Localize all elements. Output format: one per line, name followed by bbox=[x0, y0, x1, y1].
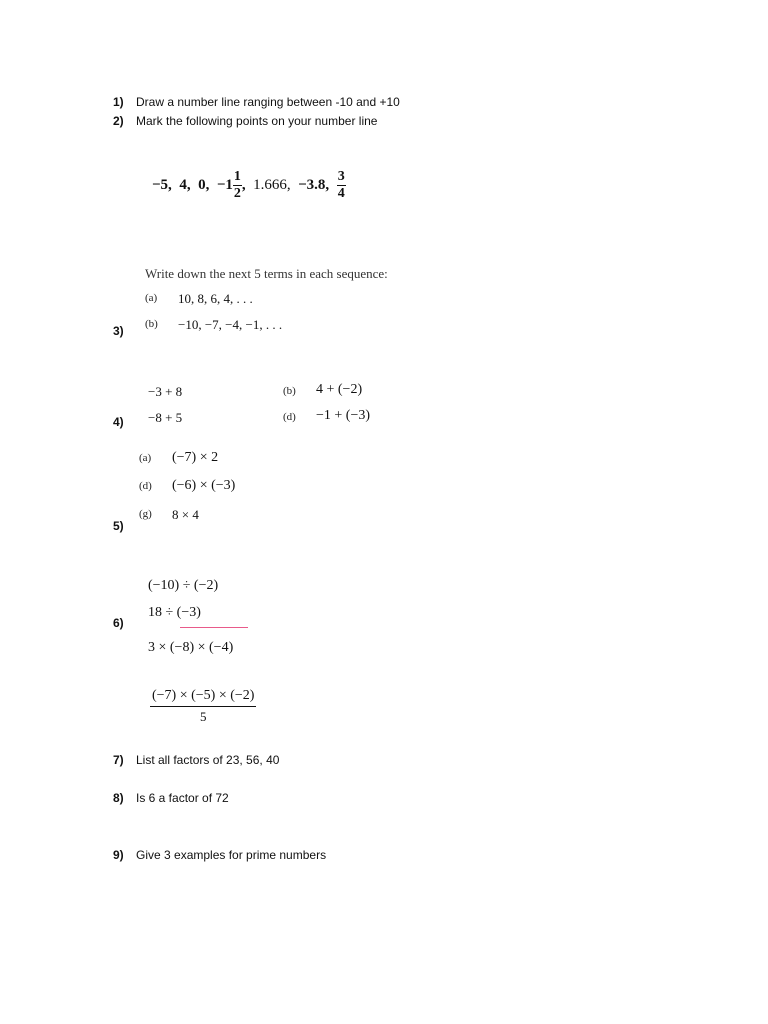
q2-number: 2) bbox=[113, 114, 124, 128]
mul-d-expr: (−6) × (−3) bbox=[172, 478, 236, 493]
mixed-numerator: 1 bbox=[233, 168, 241, 184]
mixed-denominator: 2 bbox=[233, 185, 241, 201]
q8-text: Is 6 a factor of 72 bbox=[136, 791, 229, 805]
q4-number: 4) bbox=[113, 415, 124, 429]
point-four: 4, bbox=[179, 176, 191, 193]
div-expr-3: 3 × (−8) × (−4) bbox=[148, 640, 234, 655]
add-b-label: (b) bbox=[283, 385, 296, 397]
mul-g-label: (g) bbox=[139, 508, 152, 520]
q8-number: 8) bbox=[113, 791, 124, 805]
div-expr-1: (−10) ÷ (−2) bbox=[148, 578, 219, 593]
div-fraction-denominator: 5 bbox=[199, 709, 207, 724]
pink-underline bbox=[180, 627, 248, 628]
mul-d-label: (d) bbox=[139, 480, 152, 492]
point-zero: 0, bbox=[198, 176, 210, 193]
add-b-expr: 4 + (−2) bbox=[316, 382, 363, 397]
q1-text: Draw a number line ranging between -10 and +10 bbox=[136, 95, 400, 109]
q2-text: Mark the following points on your number line bbox=[136, 114, 378, 128]
mul-a-label: (a) bbox=[139, 452, 152, 464]
q6-number: 6) bbox=[113, 616, 124, 630]
mul-a-expr: (−7) × 2 bbox=[172, 450, 219, 465]
q9-number: 9) bbox=[113, 848, 124, 862]
point-decimal: 1.666, bbox=[253, 176, 291, 193]
q7-number: 7) bbox=[113, 753, 124, 767]
mul-g-expr: 8 × 4 bbox=[172, 507, 199, 522]
points-list bbox=[152, 165, 346, 205]
div-fraction-numerator: (−7) × (−5) × (−2) bbox=[150, 688, 256, 707]
seq-a-label: (a) bbox=[145, 292, 158, 304]
sequence-heading: Write down the next 5 terms in each sequence: bbox=[145, 266, 388, 281]
q7-text: List all factors of 23, 56, 40 bbox=[136, 753, 280, 767]
div-expr-2: 18 ÷ (−3) bbox=[148, 605, 201, 620]
seq-b-terms: −10, −7, −4, −1, . . . bbox=[178, 317, 283, 332]
seq-b-label: (b) bbox=[145, 318, 158, 330]
q5-number: 5) bbox=[113, 519, 124, 533]
add-d-label: (d) bbox=[283, 411, 296, 423]
seq-a-terms: 10, 8, 6, 4, . . . bbox=[178, 291, 253, 306]
q1-number: 1) bbox=[113, 95, 124, 109]
q9-text: Give 3 examples for prime numbers bbox=[136, 848, 327, 862]
point-minus-five: −5, bbox=[152, 176, 172, 193]
div-fraction bbox=[150, 688, 256, 725]
point-negative-decimal: −3.8, bbox=[298, 176, 330, 193]
q3-number: 3) bbox=[113, 324, 124, 338]
point-mixed-number: −1 $\frac{1}{2}$ , bbox=[216, 168, 246, 201]
add-d-expr: −1 + (−3) bbox=[316, 408, 371, 423]
point-fraction: $\frac{3}{4}$ bbox=[337, 168, 345, 201]
add-expr-2: −8 + 5 bbox=[148, 410, 183, 425]
add-expr-1: −3 + 8 bbox=[148, 384, 183, 399]
